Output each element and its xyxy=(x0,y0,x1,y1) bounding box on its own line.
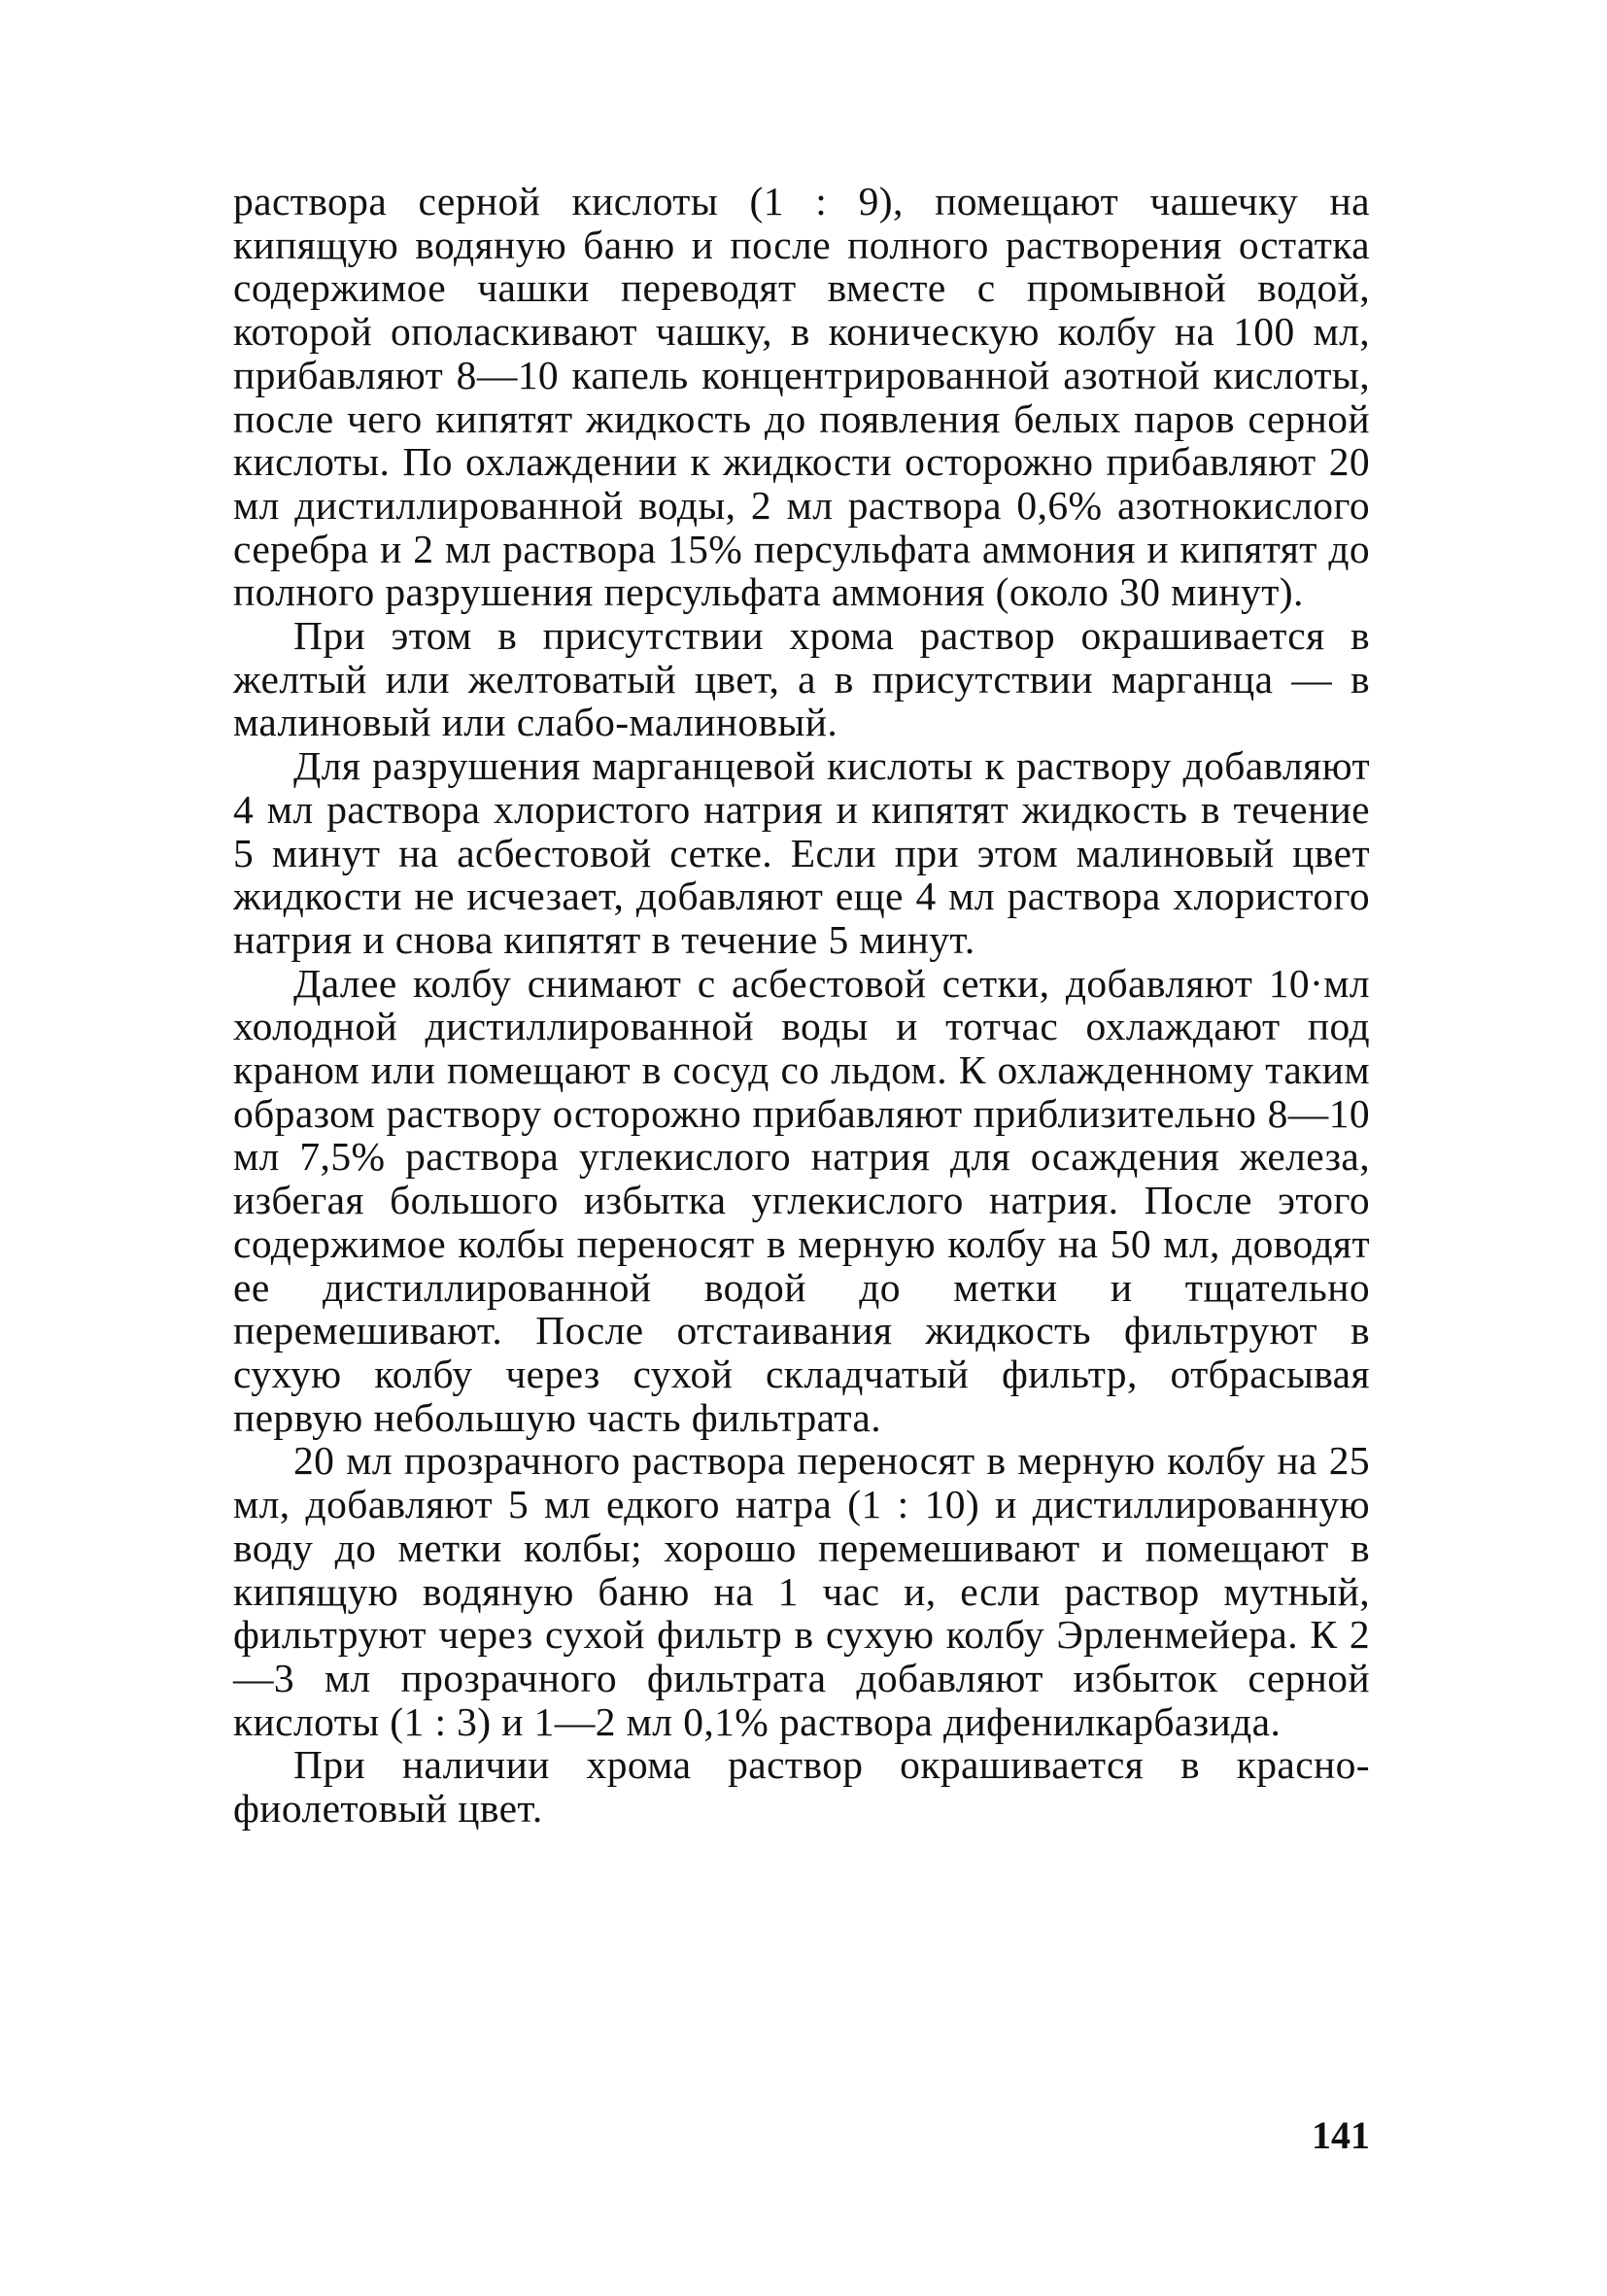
paragraph: 20 мл прозрачного раствора переносят в мерную колбу на 25 мл, добавляют 5 мл едкого натра (1 : 10) и дистиллированную воду до метки колбы; хорошо перемешивают и помещают в кипящую водяную баню на 1 час и, если раствор мутный, фильтруют через сухой фильтр в сухую колбу Эрленмейера. К 2—3 мл прозрачного фильтрата добавляют избыток серной кислоты (1 : 3) и 1—2 мл 0,1% раствора дифенилкарбазида. xyxy=(233,1438,1370,1744)
paragraph: При этом в присутствии хрома раствор окрашивается в желтый или желтоватый цвет, а в присутствии марганца — в малиновый или слабо-малиновый. xyxy=(233,613,1370,745)
page-number: 141 xyxy=(1312,2113,1370,2157)
document-body xyxy=(233,180,1370,1831)
paragraph: Далее колбу снимают с асбестовой сетки, добавляют 10·мл холодной дистиллированной воды и тотчас охлаждают под краном или помещают в сосуд со льдом. К охлажденному таким образом раствору осторожно прибавляют приблизительно 8—10 мл 7,5% раствора углекислого натрия для осаждения железа, избегая большого избытка углекислого натрия. После этого содержимое колбы переносят в мерную колбу на 50 мл, доводят ее дистиллированной водой до метки и тщательно перемешивают. После отстаивания жидкость фильтруют в сухую колбу через сухой складчатый фильтр, отбрасывая первую небольшую часть фильтрата. xyxy=(233,960,1370,1440)
paragraph: Для разрушения марганцевой кислоты к раствору добавляют 4 мл раствора хлористого натрия и кипятят жидкость в течение 5 минут на асбестовой сетке. Если при этом малиновый цвет жидкости не исчезает, добавляют еще 4 мл раствора хлористого натрия и снова кипятят в течение 5 минут. xyxy=(233,743,1370,962)
paragraph: При наличии хрома раствор окрашивается в красно-фиолетовый цвет. xyxy=(233,1742,1370,1832)
paragraph: раствора серной кислоты (1 : 9), помещают чашечку на кипящую водяную баню и после полного растворения остатка содержимое чашки переводят вместе с промывной водой, которой ополаскивают чашку, в коническую колбу на 100 мл, прибавляют 8—10 капель концентрированной азотной кислоты, после чего кипятят жидкость до появления белых паров серной кислоты. По охлаждении к жидкости осторожно прибавляют 20 мл дистиллированной воды, 2 мл раствора 0,6% азотнокислого серебра и 2 мл раствора 15% персульфата аммония и кипятят до полного разрушения персульфата аммония (около 30 минут). xyxy=(233,179,1370,615)
